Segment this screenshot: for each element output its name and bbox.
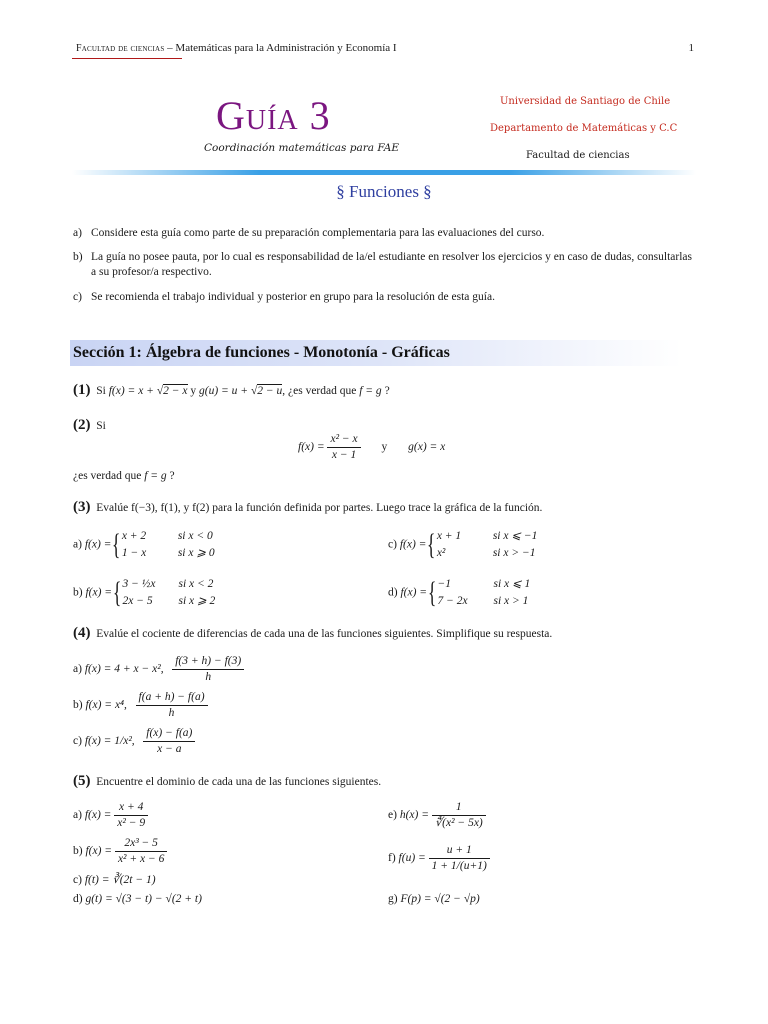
math-expr: f(x) = 4 + x − x², bbox=[84, 663, 164, 676]
header-course: – Matemáticas para la Administración y Economía I bbox=[167, 42, 397, 54]
domain-item bbox=[73, 893, 202, 905]
case-condition: si x ⩾ 2 bbox=[178, 595, 216, 607]
cases bbox=[122, 528, 215, 562]
item-label: c) bbox=[388, 538, 397, 551]
math-expr: F(p) = √(2 − √p) bbox=[400, 893, 480, 905]
topic-heading: § Funciones § bbox=[336, 182, 432, 201]
fraction-denominator: h bbox=[168, 707, 175, 719]
problem-number: (4) bbox=[73, 625, 91, 641]
case-expr: 7 − 2x bbox=[437, 595, 468, 607]
item-label: d) bbox=[388, 586, 398, 599]
case-condition: si x < 0 bbox=[177, 530, 213, 542]
list-item-text: La guía no posee pauta, por lo cual es responsabilidad de la/el estudiante en resolver los ejercicios y en caso de dudas, consultarlas a su profesor/a respectivo. bbox=[91, 251, 692, 278]
fraction-numerator: f(a + h) − f(a) bbox=[136, 690, 208, 706]
fraction bbox=[114, 800, 148, 831]
difference-quotient-item bbox=[73, 726, 195, 757]
problem-text: Si bbox=[96, 420, 106, 432]
case-condition: si x ⩾ 0 bbox=[177, 547, 215, 559]
problem-1 bbox=[73, 382, 390, 399]
math-expr: f(x) = x + bbox=[108, 385, 157, 397]
math-expr: f(x) = x⁴, bbox=[85, 699, 127, 712]
math-expr: 2 − u bbox=[257, 385, 283, 397]
domain-item bbox=[73, 836, 167, 867]
title-divider bbox=[72, 170, 696, 175]
left-brace-icon: { bbox=[427, 528, 436, 561]
fraction-denominator: x − a bbox=[157, 743, 182, 755]
fraction-denominator: ∜(x² − 5x) bbox=[434, 817, 483, 829]
fraction bbox=[143, 726, 195, 757]
fraction-numerator: f(x) − f(a) bbox=[143, 726, 195, 742]
math-expr: f = g bbox=[359, 385, 382, 397]
fraction bbox=[136, 690, 208, 721]
fraction-denominator: 1 + 1/(u+1) bbox=[431, 860, 487, 872]
difference-quotient-item bbox=[73, 690, 208, 721]
case-expr: 3 − ½x bbox=[122, 578, 156, 590]
piecewise-item bbox=[73, 528, 215, 562]
problem-text: ? bbox=[166, 470, 175, 482]
item-label: c) bbox=[73, 874, 82, 886]
case-condition: si x ⩽ 1 bbox=[493, 578, 531, 590]
fraction bbox=[432, 800, 486, 831]
page-number: 1 bbox=[688, 42, 694, 54]
math-expr: f(u) = bbox=[398, 852, 426, 865]
sqrt-icon: √ bbox=[156, 385, 164, 397]
item-label: b) bbox=[73, 845, 83, 858]
problem-2-equation bbox=[298, 432, 445, 463]
left-brace-icon: { bbox=[427, 576, 437, 609]
guide-title: Guía 3 bbox=[216, 93, 331, 138]
domain-item bbox=[388, 843, 490, 874]
fraction bbox=[429, 843, 490, 874]
case-expr: x + 1 bbox=[436, 530, 462, 542]
item-label: c) bbox=[73, 735, 82, 748]
problem-number: (1) bbox=[73, 382, 91, 398]
problem-text: ? bbox=[381, 385, 390, 397]
problem-text: Evalúe f(−3), f(1), y f(2) para la función definida por partes. Luego trace la gráfica de la función. bbox=[96, 502, 543, 514]
fraction-numerator: 1 bbox=[432, 800, 486, 816]
fraction-numerator: f(3 + h) − f(3) bbox=[172, 654, 244, 670]
cases bbox=[122, 576, 215, 610]
problem-text: y bbox=[187, 385, 199, 397]
piecewise-item bbox=[388, 576, 530, 610]
problem-text: y bbox=[381, 441, 388, 454]
fraction-numerator: x + 4 bbox=[114, 800, 148, 816]
math-expr: f(t) = ∛(2t − 1) bbox=[84, 874, 156, 886]
case-condition: si x > 1 bbox=[493, 595, 529, 607]
math-expr: f(x) = bbox=[85, 845, 113, 858]
fraction-numerator: 2x³ − 5 bbox=[115, 836, 167, 852]
math-expr: g(t) = √(3 − t) − √(2 + t) bbox=[85, 893, 202, 905]
math-expr: f(x) = 1/x², bbox=[84, 735, 135, 748]
list-item-label: c) bbox=[73, 291, 82, 303]
item-label: a) bbox=[73, 538, 82, 551]
case-expr: 2x − 5 bbox=[122, 595, 153, 607]
item-label: g) bbox=[388, 893, 398, 905]
item-label: d) bbox=[73, 893, 83, 905]
problem-5 bbox=[73, 773, 381, 790]
problem-text: , ¿es verdad que bbox=[282, 385, 360, 397]
item-label: a) bbox=[73, 809, 82, 822]
header-rule bbox=[72, 58, 182, 59]
cases bbox=[437, 576, 530, 610]
fraction bbox=[115, 836, 167, 867]
problem-number: (2) bbox=[73, 417, 91, 433]
header-faculty: Facultad de ciencias bbox=[76, 43, 165, 54]
problem-3 bbox=[73, 499, 542, 516]
fraction bbox=[327, 432, 360, 463]
list-item-text: Considere esta guía como parte de su preparación complementaria para las evaluaciones del curso. bbox=[91, 227, 545, 239]
fraction-denominator: x − 1 bbox=[331, 449, 357, 461]
guide-subtitle: Coordinación matemáticas para FAE bbox=[204, 142, 399, 154]
left-brace-icon: { bbox=[112, 528, 121, 561]
math-expr: g(x) = x bbox=[408, 441, 446, 454]
math-expr: h(x) = bbox=[399, 809, 429, 822]
math-expr: g(u) = u + bbox=[199, 385, 251, 397]
problem-text: Evalúe el cociente de diferencias de cada una de las funciones siguientes. Simplifique su respuesta. bbox=[96, 628, 553, 640]
department-name: Departamento de Matemáticas y C.C bbox=[490, 123, 678, 134]
list-item-label: b) bbox=[73, 251, 83, 263]
problem-text: ¿es verdad que bbox=[73, 470, 145, 482]
case-condition: si x ⩽ −1 bbox=[492, 530, 538, 542]
item-label: e) bbox=[388, 809, 397, 822]
item-label: f) bbox=[388, 852, 396, 865]
problem-2-intro bbox=[73, 417, 106, 434]
problem-text: Si bbox=[96, 385, 109, 397]
math-expr: f(x) = bbox=[85, 586, 113, 599]
faculty-name: Facultad de ciencias bbox=[526, 150, 630, 161]
domain-item bbox=[73, 872, 156, 886]
sqrt-icon: √ bbox=[250, 385, 258, 397]
problem-text: Encuentre el dominio de cada una de las funciones siguientes. bbox=[96, 776, 382, 788]
cases bbox=[437, 528, 538, 562]
fraction-numerator: u + 1 bbox=[429, 843, 490, 859]
case-expr: 1 − x bbox=[121, 547, 147, 559]
piecewise-item bbox=[388, 528, 537, 562]
left-brace-icon: { bbox=[112, 576, 122, 609]
item-label: a) bbox=[73, 663, 82, 676]
case-condition: si x < 2 bbox=[178, 578, 214, 590]
math-expr: f(x) = bbox=[84, 809, 112, 822]
problem-number: (3) bbox=[73, 499, 91, 515]
math-expr: f(x) = bbox=[84, 538, 112, 551]
item-label: b) bbox=[73, 586, 83, 599]
university-name: Universidad de Santiago de Chile bbox=[500, 96, 671, 107]
case-expr: x² bbox=[436, 547, 446, 559]
section-title: Sección 1: Álgebra de funciones - Monotonía - Gráficas bbox=[73, 344, 450, 361]
problem-4 bbox=[73, 625, 552, 642]
list-item-text: Se recomienda el trabajo individual y posterior en grupo para la resolución de esta guía. bbox=[91, 291, 495, 303]
list-item-label: a) bbox=[73, 227, 82, 239]
piecewise-item bbox=[73, 576, 215, 610]
fraction-numerator: x² − x bbox=[327, 432, 360, 448]
fraction-denominator: h bbox=[205, 671, 212, 683]
fraction-denominator: x² − 9 bbox=[117, 817, 146, 829]
difference-quotient-item bbox=[73, 654, 244, 685]
problem-number: (5) bbox=[73, 773, 91, 789]
running-header bbox=[76, 42, 397, 54]
math-expr: f(x) = bbox=[400, 586, 428, 599]
math-expr: 2 − x bbox=[163, 385, 188, 397]
problem-2-question bbox=[73, 470, 175, 482]
item-label: b) bbox=[73, 699, 83, 712]
domain-item bbox=[388, 893, 480, 905]
case-condition: si x > −1 bbox=[492, 547, 536, 559]
domain-item bbox=[388, 800, 486, 831]
case-expr: −1 bbox=[437, 578, 451, 590]
fraction-denominator: x² + x − 6 bbox=[117, 853, 165, 865]
case-expr: x + 2 bbox=[121, 530, 147, 542]
domain-item bbox=[73, 800, 148, 831]
math-expr: f(x) = bbox=[298, 441, 328, 454]
math-expr: f = g bbox=[144, 470, 167, 482]
fraction bbox=[172, 654, 244, 685]
math-expr: f(x) = bbox=[399, 538, 427, 551]
